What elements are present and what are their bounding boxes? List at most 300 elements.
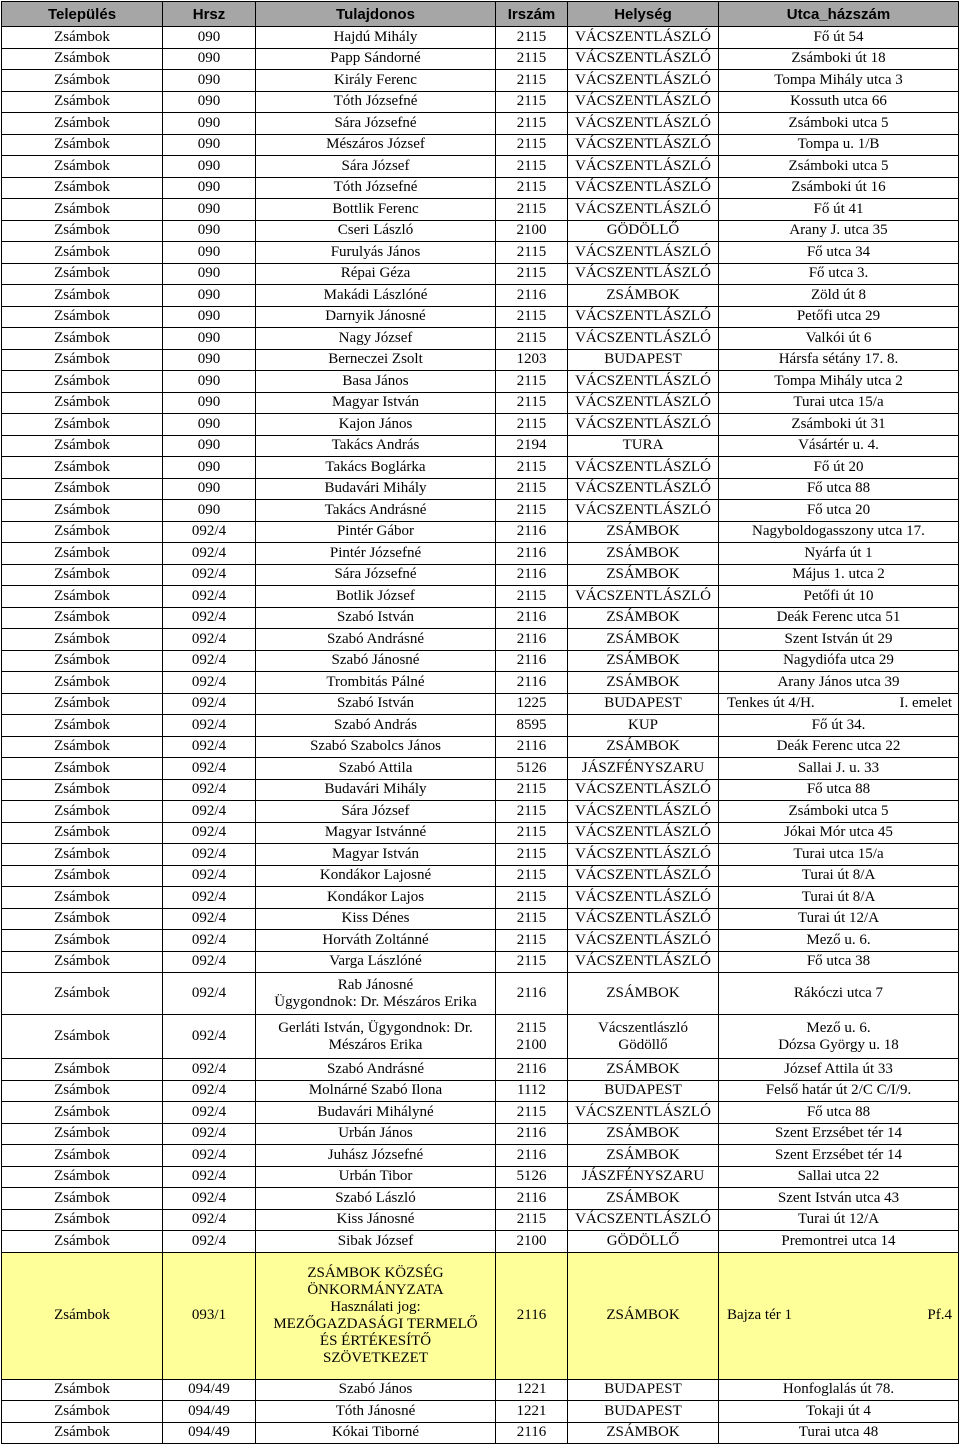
cell-telepules: Zsámbok (2, 113, 163, 135)
header-helyseg: Helység (568, 2, 719, 27)
cell-telepules: Zsámbok (2, 1252, 163, 1379)
cell-tulajdonos: Takács Andrásné (256, 500, 496, 522)
cell-irszam: 2115 (496, 134, 568, 156)
cell-tulajdonos: Sára József (256, 801, 496, 823)
cell-hrsz: 092/4 (163, 758, 256, 780)
cell-helyseg: ZSÁMBOK (568, 650, 719, 672)
table-row (2, 865, 959, 887)
cell-utca-hazszam: Fő utca 88 (719, 1102, 959, 1124)
cell-hrsz: 092/4 (163, 1209, 256, 1231)
cell-telepules: Zsámbok (2, 629, 163, 651)
cell-hrsz: 090 (163, 500, 256, 522)
cell-helyseg: TURA (568, 435, 719, 457)
cell-utca-hazszam: Turai út 8/A (719, 887, 959, 909)
cell-hrsz: 090 (163, 220, 256, 242)
cell-telepules: Zsámbok (2, 220, 163, 242)
cell-helyseg: VÁCSZENTLÁSZLÓ (568, 887, 719, 909)
cell-telepules: Zsámbok (2, 27, 163, 49)
cell-telepules: Zsámbok (2, 607, 163, 629)
cell-hrsz: 090 (163, 177, 256, 199)
cell-irszam: 2116 (496, 521, 568, 543)
address-part: Pf.4 (927, 1307, 952, 1323)
cell-tulajdonos: Pintér Józsefné (256, 543, 496, 565)
cell-utca-hazszam: Rákóczi utca 7 (719, 973, 959, 1015)
cell-irszam: 2115 (496, 242, 568, 264)
cell-tulajdonos: Makádi Lászlóné (256, 285, 496, 307)
cell-utca-hazszam: Zsámboki út 31 (719, 414, 959, 436)
cell-tulajdonos: Répai Géza (256, 263, 496, 285)
cell-helyseg: ZSÁMBOK (568, 1252, 719, 1379)
cell-hrsz: 092/4 (163, 672, 256, 694)
cell-telepules: Zsámbok (2, 457, 163, 479)
cell-helyseg: VÁCSZENTLÁSZLÓ (568, 242, 719, 264)
cell-utca-hazszam: Nyárfa út 1 (719, 543, 959, 565)
cell-hrsz: 092/4 (163, 607, 256, 629)
cell-hrsz: 094/49 (163, 1422, 256, 1444)
cell-utca-hazszam: Nagydiófa utca 29 (719, 650, 959, 672)
table-row (2, 242, 959, 264)
cell-irszam: 2100 (496, 220, 568, 242)
cell-hrsz: 090 (163, 371, 256, 393)
cell-tulajdonos: Urbán Tibor (256, 1166, 496, 1188)
cell-tulajdonos: Berneczei Zsolt (256, 349, 496, 371)
table-row (2, 908, 959, 930)
cell-telepules: Zsámbok (2, 672, 163, 694)
cell-utca-hazszam: Sallai J. u. 33 (719, 758, 959, 780)
cell-hrsz: 092/4 (163, 822, 256, 844)
cell-hrsz: 090 (163, 328, 256, 350)
cell-utca-hazszam: Vásártér u. 4. (719, 435, 959, 457)
table-row (2, 263, 959, 285)
cell-utca-hazszam: Turai út 8/A (719, 865, 959, 887)
cell-irszam: 2115 (496, 156, 568, 178)
cell-utca-hazszam: Sallai utca 22 (719, 1166, 959, 1188)
cell-irszam: 2115 (496, 177, 568, 199)
cell-utca-hazszam: Szent Erzsébet tér 14 (719, 1145, 959, 1167)
cell-irszam: 2115 (496, 887, 568, 909)
cell-utca-hazszam: Fő utca 88 (719, 779, 959, 801)
cell-tulajdonos: Szabó Attila (256, 758, 496, 780)
cell-utca-hazszam: Tompa Mihály utca 3 (719, 70, 959, 92)
table-row (2, 199, 959, 221)
cell-tulajdonos: Kondákor Lajosné (256, 865, 496, 887)
cell-telepules: Zsámbok (2, 91, 163, 113)
table-row (2, 822, 959, 844)
cell-helyseg: VÁCSZENTLÁSZLÓ (568, 199, 719, 221)
cell-utca-hazszam: Premontrei utca 14 (719, 1231, 959, 1253)
cell-tulajdonos: Hajdú Mihály (256, 27, 496, 49)
table-row (2, 564, 959, 586)
cell-line: Ügygondnok: Dr. Mészáros Erika (274, 993, 477, 1010)
cell-tulajdonos: Magyar István (256, 392, 496, 414)
cell-helyseg: GÖDÖLLŐ (568, 220, 719, 242)
cell-tulajdonos: Szabó Jánosné (256, 650, 496, 672)
cell-hrsz: 092/4 (163, 1123, 256, 1145)
table-row (2, 1145, 959, 1167)
cell-tulajdonos: Szabó János (256, 1379, 496, 1401)
cell-tulajdonos: Király Ferenc (256, 70, 496, 92)
cell-hrsz: 092/4 (163, 779, 256, 801)
cell-telepules: Zsámbok (2, 887, 163, 909)
cell-utca-hazszam: Arany János utca 39 (719, 672, 959, 694)
cell-telepules: Zsámbok (2, 1188, 163, 1210)
cell-hrsz: 092/4 (163, 951, 256, 973)
cell-irszam: 2115 (496, 263, 568, 285)
cell-irszam: 1203 (496, 349, 568, 371)
cell-telepules: Zsámbok (2, 930, 163, 952)
cell-tulajdonos: Kondákor Lajos (256, 887, 496, 909)
cell-telepules: Zsámbok (2, 1209, 163, 1231)
cell-telepules: Zsámbok (2, 521, 163, 543)
cell-utca-hazszam: Turai út 12/A (719, 1209, 959, 1231)
cell-telepules: Zsámbok (2, 414, 163, 436)
table-row (2, 973, 959, 1015)
cell-irszam: 2116 (496, 672, 568, 694)
table-row (2, 521, 959, 543)
table-row (2, 1166, 959, 1188)
cell-line: 2100 (516, 1036, 547, 1053)
cell-tulajdonos: Kiss Dénes (256, 908, 496, 930)
table-row (2, 1209, 959, 1231)
cell-helyseg: VÁCSZENTLÁSZLÓ (568, 951, 719, 973)
table-row (2, 349, 959, 371)
cell-hrsz: 092/4 (163, 1231, 256, 1253)
table-row (2, 70, 959, 92)
address-part: Bajza tér 1 (727, 1307, 792, 1323)
cell-telepules: Zsámbok (2, 1123, 163, 1145)
cell-telepules: Zsámbok (2, 156, 163, 178)
table-row (2, 1422, 959, 1444)
cell-hrsz: 092/4 (163, 1102, 256, 1124)
cell-telepules: Zsámbok (2, 715, 163, 737)
cell-tulajdonos: Sára Józsefné (256, 564, 496, 586)
cell-irszam: 2115 (496, 199, 568, 221)
cell-telepules: Zsámbok (2, 1145, 163, 1167)
cell-hrsz: 092/4 (163, 693, 256, 715)
table-row (2, 1379, 959, 1401)
header-hrsz: Hrsz (163, 2, 256, 27)
cell-irszam: 2115 (496, 392, 568, 414)
cell-helyseg: KUP (568, 715, 719, 737)
cell-hrsz: 092/4 (163, 887, 256, 909)
table-row (2, 306, 959, 328)
cell-telepules: Zsámbok (2, 865, 163, 887)
cell-tulajdonos: Mészáros József (256, 134, 496, 156)
cell-hrsz: 090 (163, 435, 256, 457)
cell-tulajdonos: Szabó Szabolcs János (256, 736, 496, 758)
cell-utca-hazszam: Fő út 54 (719, 27, 959, 49)
cell-irszam: 2115 (496, 306, 568, 328)
cell-tulajdonos: Urbán János (256, 1123, 496, 1145)
cell-helyseg: ZSÁMBOK (568, 1145, 719, 1167)
cell-helyseg: VÁCSZENTLÁSZLÓ (568, 91, 719, 113)
cell-utca-hazszam: Kossuth utca 66 (719, 91, 959, 113)
split-address (721, 695, 956, 712)
cell-helyseg: VÁCSZENTLÁSZLÓ (568, 70, 719, 92)
cell-hrsz: 092/4 (163, 1188, 256, 1210)
cell-irszam: 2115 (496, 457, 568, 479)
cell-helyseg: VÁCSZENTLÁSZLÓ (568, 263, 719, 285)
cell-irszam: 2115 (496, 908, 568, 930)
cell-utca-hazszam: Honfoglalás út 78. (719, 1379, 959, 1401)
cell-hrsz: 092/4 (163, 1015, 256, 1059)
table-row (2, 1231, 959, 1253)
table-row (2, 607, 959, 629)
cell-telepules: Zsámbok (2, 543, 163, 565)
table-row (2, 48, 959, 70)
cell-tulajdonos: Cseri László (256, 220, 496, 242)
cell-irszam: 2116 (496, 736, 568, 758)
cell-tulajdonos: Tóth Jánosné (256, 1401, 496, 1423)
cell-utca-hazszam: Fő utca 34 (719, 242, 959, 264)
cell-helyseg: VÁCSZENTLÁSZLÓ (568, 822, 719, 844)
cell-hrsz: 090 (163, 134, 256, 156)
cell-line: Mészáros Erika (328, 1036, 423, 1053)
cell-irszam: 2116 (496, 607, 568, 629)
cell-line: ÉS ÉRTÉKESÍTŐ (319, 1332, 432, 1349)
cell-tulajdonos: Magyar Istvánné (256, 822, 496, 844)
cell-hrsz: 090 (163, 285, 256, 307)
cell-telepules: Zsámbok (2, 177, 163, 199)
cell-tulajdonos: Budavári Mihály (256, 478, 496, 500)
cell-irszam: 2115 (496, 414, 568, 436)
cell-helyseg: JÁSZFÉNYSZARU (568, 758, 719, 780)
cell-irszam: 2116 (496, 564, 568, 586)
cell-telepules: Zsámbok (2, 801, 163, 823)
cell-hrsz: 092/4 (163, 973, 256, 1015)
table-row (2, 586, 959, 608)
cell-irszam: 2115 (496, 801, 568, 823)
cell-line: SZÖVETKEZET (323, 1349, 428, 1366)
cell-irszam: 2115 (496, 91, 568, 113)
cell-tulajdonos: Budavári Mihály (256, 779, 496, 801)
table-row (2, 392, 959, 414)
cell-hrsz: 090 (163, 199, 256, 221)
cell-telepules: Zsámbok (2, 973, 163, 1015)
table-row (2, 1102, 959, 1124)
cell-line: Gödöllő (618, 1036, 668, 1053)
cell-hrsz: 092/4 (163, 586, 256, 608)
table-row (2, 285, 959, 307)
cell-irszam: 2115 (496, 951, 568, 973)
cell-telepules: Zsámbok (2, 134, 163, 156)
cell-tulajdonos: Tóth Józsefné (256, 91, 496, 113)
cell-irszam: 1225 (496, 693, 568, 715)
cell-telepules: Zsámbok (2, 736, 163, 758)
cell-helyseg: VÁCSZENTLÁSZLÓ (568, 414, 719, 436)
cell-line: ÖNKORMÁNYZATA (307, 1281, 444, 1298)
cell-utca-hazszam: Tompa u. 1/B (719, 134, 959, 156)
cell-helyseg: VÁCSZENTLÁSZLÓ (568, 779, 719, 801)
cell-telepules: Zsámbok (2, 1102, 163, 1124)
cell-tulajdonos: Varga Lászlóné (256, 951, 496, 973)
cell-utca-hazszam: Felső határ út 2/C C/I/9. (719, 1080, 959, 1102)
cell-line: Használati jog: (330, 1298, 421, 1315)
cell-tulajdonos: Pintér Gábor (256, 521, 496, 543)
cell-helyseg: VÁCSZENTLÁSZLÓ (568, 371, 719, 393)
cell-telepules: Zsámbok (2, 478, 163, 500)
cell-telepules: Zsámbok (2, 822, 163, 844)
cell-telepules: Zsámbok (2, 285, 163, 307)
cell-utca-hazszam: Petőfi utca 29 (719, 306, 959, 328)
cell-utca-hazszam: Petőfi út 10 (719, 586, 959, 608)
cell-irszam: 2115 (496, 113, 568, 135)
cell-hrsz: 092/4 (163, 908, 256, 930)
cell-tulajdonos (256, 1252, 496, 1379)
cell-irszam: 2115 (496, 586, 568, 608)
cell-hrsz: 092/4 (163, 844, 256, 866)
cell-irszam: 2116 (496, 543, 568, 565)
cell-utca-hazszam: Valkói út 6 (719, 328, 959, 350)
cell-helyseg: ZSÁMBOK (568, 285, 719, 307)
table-row (2, 650, 959, 672)
cell-irszam: 5126 (496, 758, 568, 780)
cell-utca-hazszam: Tokaji út 4 (719, 1401, 959, 1423)
cell-helyseg: VÁCSZENTLÁSZLÓ (568, 478, 719, 500)
cell-irszam: 2115 (496, 822, 568, 844)
cell-tulajdonos: Darnyik Jánosné (256, 306, 496, 328)
cell-line: Dózsa György u. 18 (778, 1036, 899, 1053)
cell-tulajdonos (256, 1015, 496, 1059)
table-row (2, 156, 959, 178)
cell-tulajdonos: Szabó István (256, 693, 496, 715)
cell-utca-hazszam: Fő utca 3. (719, 263, 959, 285)
cell-irszam: 2115 (496, 1102, 568, 1124)
cell-tulajdonos: Takács Boglárka (256, 457, 496, 479)
cell-telepules: Zsámbok (2, 371, 163, 393)
cell-line: ZSÁMBOK KÖZSÉG (307, 1264, 444, 1281)
cell-helyseg: VÁCSZENTLÁSZLÓ (568, 801, 719, 823)
cell-telepules: Zsámbok (2, 1422, 163, 1444)
cell-telepules: Zsámbok (2, 349, 163, 371)
header-telepules: Település (2, 2, 163, 27)
cell-utca-hazszam: Hársfa sétány 17. 8. (719, 349, 959, 371)
cell-irszam: 2116 (496, 1059, 568, 1081)
cell-utca-hazszam: Turai utca 48 (719, 1422, 959, 1444)
cell-helyseg: ZSÁMBOK (568, 521, 719, 543)
cell-irszam: 2115 (496, 48, 568, 70)
cell-tulajdonos: Bottlik Ferenc (256, 199, 496, 221)
cell-tulajdonos: Kajon János (256, 414, 496, 436)
table-row (2, 1188, 959, 1210)
cell-telepules: Zsámbok (2, 844, 163, 866)
cell-irszam: 2116 (496, 973, 568, 1015)
cell-utca-hazszam: Zsámboki út 16 (719, 177, 959, 199)
cell-helyseg: ZSÁMBOK (568, 564, 719, 586)
cell-telepules: Zsámbok (2, 1401, 163, 1423)
address-part: I. emelet (899, 695, 952, 712)
cell-tulajdonos: Horváth Zoltánné (256, 930, 496, 952)
cell-utca-hazszam: Fő út 41 (719, 199, 959, 221)
cell-telepules: Zsámbok (2, 693, 163, 715)
table-row (2, 779, 959, 801)
table-row (2, 1123, 959, 1145)
cell-telepules: Zsámbok (2, 392, 163, 414)
cell-telepules: Zsámbok (2, 48, 163, 70)
cell-irszam: 2115 (496, 371, 568, 393)
cell-irszam: 2115 (496, 1209, 568, 1231)
header-row (2, 2, 959, 27)
cell-hrsz: 090 (163, 91, 256, 113)
cell-helyseg: VÁCSZENTLÁSZLÓ (568, 392, 719, 414)
cell-hrsz: 092/4 (163, 930, 256, 952)
split-address (721, 1307, 956, 1324)
cell-utca-hazszam: Szent Erzsébet tér 14 (719, 1123, 959, 1145)
cell-hrsz: 092/4 (163, 736, 256, 758)
table-row (2, 91, 959, 113)
table-row (2, 693, 959, 715)
table-row (2, 220, 959, 242)
cell-irszam: 2116 (496, 1252, 568, 1379)
cell-telepules: Zsámbok (2, 779, 163, 801)
cell-utca-hazszam: Mező u. 6. (719, 930, 959, 952)
cell-helyseg: VÁCSZENTLÁSZLÓ (568, 1102, 719, 1124)
cell-utca-hazszam: Zöld út 8 (719, 285, 959, 307)
table-row (2, 629, 959, 651)
cell-irszam: 2116 (496, 1188, 568, 1210)
cell-utca-hazszam: Zsámboki út 18 (719, 48, 959, 70)
cell-irszam: 2115 (496, 70, 568, 92)
cell-tulajdonos: Papp Sándorné (256, 48, 496, 70)
cell-utca-hazszam: Fő utca 88 (719, 478, 959, 500)
cell-utca-hazszam: Szent István út 29 (719, 629, 959, 651)
cell-irszam: 2115 (496, 779, 568, 801)
cell-irszam: 2116 (496, 650, 568, 672)
cell-hrsz: 090 (163, 263, 256, 285)
cell-helyseg: VÁCSZENTLÁSZLÓ (568, 113, 719, 135)
cell-helyseg: ZSÁMBOK (568, 607, 719, 629)
cell-helyseg: ZSÁMBOK (568, 629, 719, 651)
cell-helyseg: VÁCSZENTLÁSZLÓ (568, 1209, 719, 1231)
cell-utca-hazszam: Fő utca 38 (719, 951, 959, 973)
cell-tulajdonos: Botlik József (256, 586, 496, 608)
cell-tulajdonos: Szabó László (256, 1188, 496, 1210)
cell-line: Gerláti István, Ügygondnok: Dr. (278, 1019, 473, 1036)
cell-helyseg: BUDAPEST (568, 1401, 719, 1423)
address-part: Tenkes út 4/H. (727, 695, 815, 712)
cell-telepules: Zsámbok (2, 328, 163, 350)
cell-utca-hazszam: Turai utca 15/a (719, 392, 959, 414)
table-row (2, 177, 959, 199)
table-row (2, 134, 959, 156)
cell-tulajdonos: Magyar István (256, 844, 496, 866)
cell-telepules: Zsámbok (2, 263, 163, 285)
cell-helyseg (568, 1015, 719, 1059)
cell-irszam: 2116 (496, 1145, 568, 1167)
table-row (2, 1401, 959, 1423)
cell-tulajdonos: Juhász Józsefné (256, 1145, 496, 1167)
cell-utca-hazszam: Deák Ferenc utca 22 (719, 736, 959, 758)
header-irszam: Irszám (496, 2, 568, 27)
cell-helyseg: VÁCSZENTLÁSZLÓ (568, 328, 719, 350)
cell-tulajdonos: Molnárné Szabó Ilona (256, 1080, 496, 1102)
cell-helyseg: VÁCSZENTLÁSZLÓ (568, 457, 719, 479)
cell-helyseg: BUDAPEST (568, 1080, 719, 1102)
cell-hrsz: 090 (163, 113, 256, 135)
table-row (2, 1080, 959, 1102)
cell-line: Rab Jánosné (337, 976, 414, 993)
cell-tulajdonos: Kiss Jánosné (256, 1209, 496, 1231)
cell-helyseg: VÁCSZENTLÁSZLÓ (568, 908, 719, 930)
cell-utca-hazszam: Zsámboki utca 5 (719, 156, 959, 178)
cell-utca-hazszam: Fő út 20 (719, 457, 959, 479)
table-row (2, 478, 959, 500)
cell-utca-hazszam: Tompa Mihály utca 2 (719, 371, 959, 393)
table-row (2, 1059, 959, 1081)
cell-tulajdonos: Szabó Andrásné (256, 629, 496, 651)
cell-irszam: 2100 (496, 1231, 568, 1253)
cell-hrsz: 094/49 (163, 1401, 256, 1423)
